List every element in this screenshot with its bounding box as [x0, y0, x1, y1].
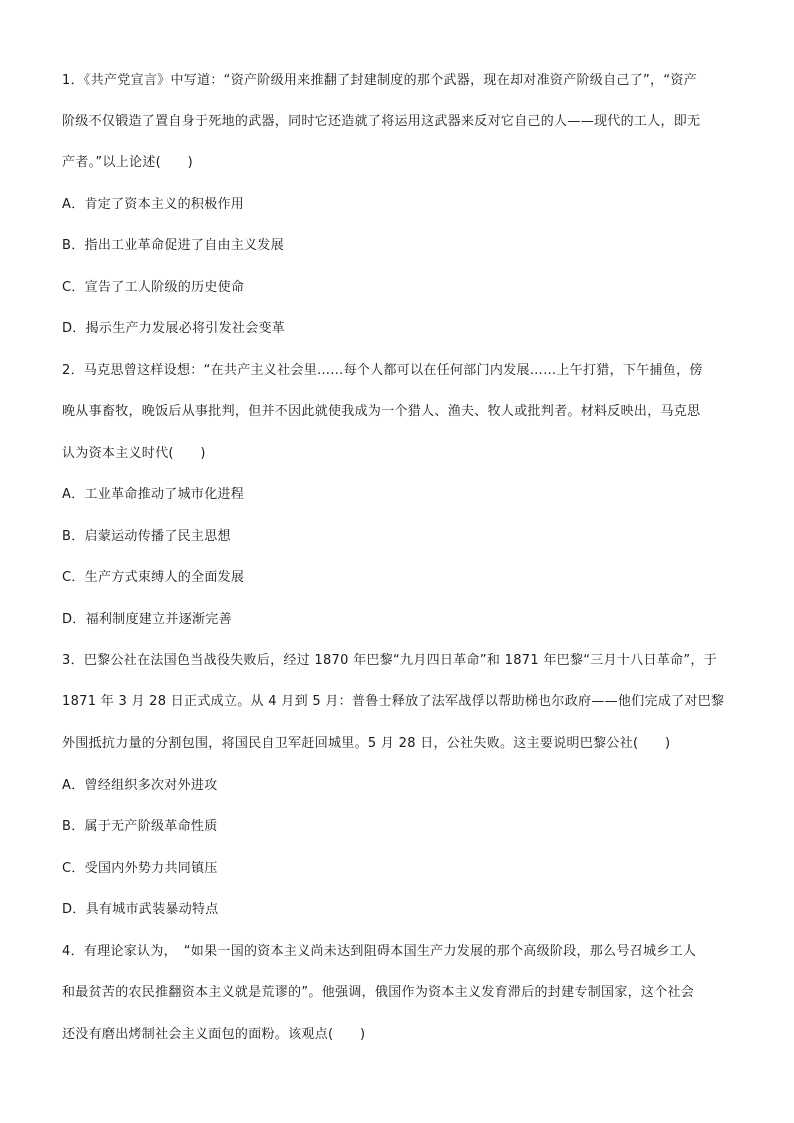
question-2-option-b: B．启蒙运动传播了民主思想	[62, 529, 231, 544]
question-3-option-a: A．曾经组织多次对外进攻	[62, 778, 218, 793]
question-1-option-b: B．指出工业革命促进了自由主义发展	[62, 238, 285, 253]
question-3-stem-line-1: 3．巴黎公社在法国色当战役失败后，经过 1870 年巴黎“九月四日革命”和 1871 年巴黎“三月十八日革命”，于	[62, 653, 718, 668]
question-3-stem-line-2: 1871 年 3 月 28 日正式成立。从 4 月到 5 月：普鲁士释放了法军战俘以帮助梯也尔政府——他们完成了对巴黎	[62, 694, 725, 709]
question-1-stem-line-3: 产者。”以上论述( )	[62, 155, 193, 170]
question-2-option-a: A．工业革命推动了城市化进程	[62, 487, 245, 502]
question-4-stem-line-2: 和最贫苦的农民推翻资本主义就是荒谬的”。他强调，俄国作为资本主义发育滞后的封建专制国家，这个社会	[62, 985, 695, 1000]
question-3-option-d: D．具有城市武装暴动特点	[62, 902, 219, 917]
question-3-option-b: B．属于无产阶级革命性质	[62, 819, 218, 834]
question-1-stem-line-2: 阶级不仅锻造了置自身于死地的武器，同时它还造就了将运用这武器来反对它自己的人——现代的工人，即无	[62, 114, 701, 129]
question-4-stem-line-3: 还没有磨出烤制社会主义面包的面粉。该观点( )	[62, 1027, 366, 1042]
question-3-stem-line-3: 外围抵抗力量的分割包围，将国民自卫军赶回城里。5 月 28 日，公社失败。这主要说明巴黎公社( )	[62, 736, 671, 751]
question-2-option-d: D．福利制度建立并逐渐完善	[62, 612, 232, 627]
question-4-stem-line-1: 4．有理论家认为， “如果一国的资本主义尚未达到阻碍本国生产力发展的那个高级阶段，那么号召城乡工人	[62, 944, 697, 959]
question-2-stem-line-2: 晚从事畜牧，晚饭后从事批判，但并不因此就使我成为一个猎人、渔夫、牧人或批判者。材料反映出，马克思	[62, 404, 701, 419]
question-1-option-d: D．揭示生产力发展必将引发社会变革	[62, 321, 286, 336]
question-1-option-c: C．宣告了工人阶级的历史使命	[62, 280, 245, 295]
question-1-option-a: A．肯定了资本主义的积极作用	[62, 197, 245, 212]
question-3-option-c: C．受国内外势力共同镇压	[62, 861, 218, 876]
question-2-option-c: C．生产方式束缚人的全面发展	[62, 570, 245, 585]
question-2-stem-line-3: 认为资本主义时代( )	[62, 446, 206, 461]
question-1-stem-line-1: 1．《共产党宣言》中写道：“资产阶级用来推翻了封建制度的那个武器，现在却对准资产阶级自己了”，“资产	[62, 73, 697, 88]
question-2-stem-line-1: 2．马克思曾这样设想：“在共产主义社会里……每个人都可以在任何部门内发展……上午打猎，下午捕鱼，傍	[62, 363, 703, 378]
